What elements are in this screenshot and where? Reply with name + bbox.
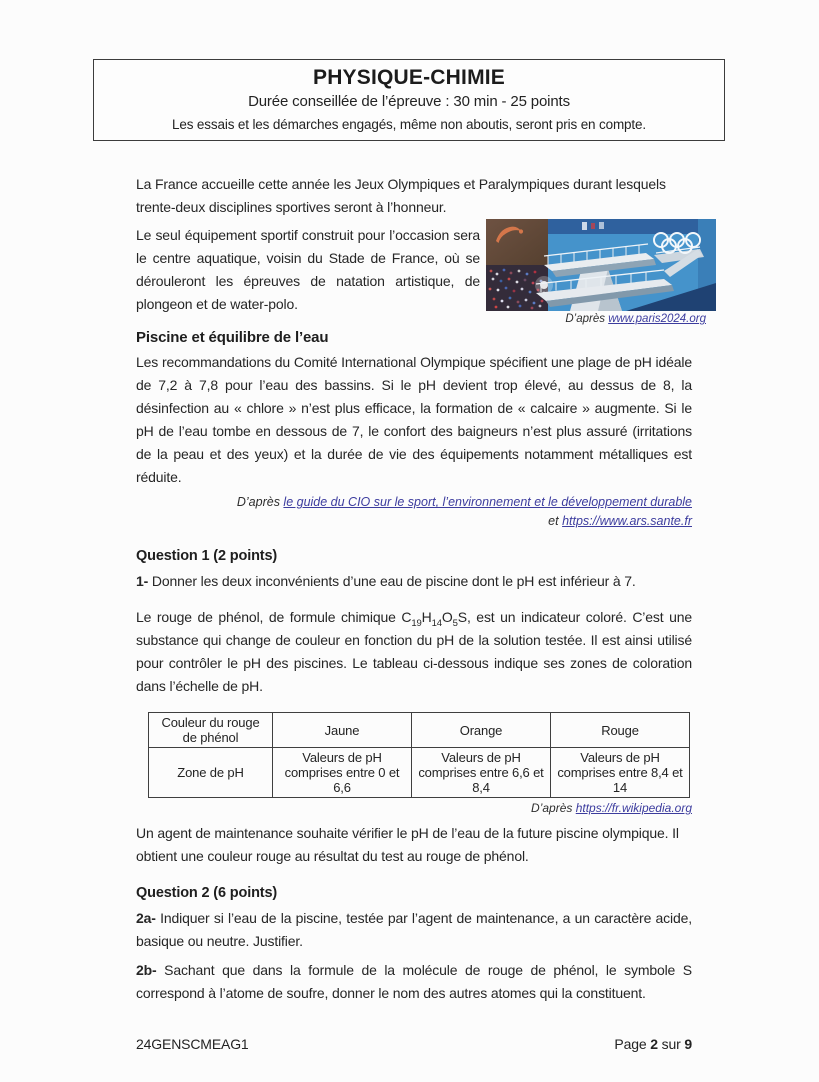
question2a-item [136,907,692,953]
question2b-item [136,959,692,1005]
equipment-paragraph: Le seul équipement sportif construit pour l’occasion sera le centre aquatique, voisin du Stade de France, où se dérouleront les épreuves de natation artistique, de plongeon et de water-polo. [136,227,480,313]
page-total: 9 [684,1036,692,1052]
table-cell-orange: Orange [412,713,551,748]
chemical-formula: $_{19}H_{14}O_5S$ [411,609,467,629]
question1-text: Donner les deux inconvénients d’une eau de piscine dont le pH est inférieur à 7. [148,573,636,590]
page-content [136,173,706,1005]
section-heading: Piscine et équilibre de l’eau [136,329,329,347]
ph-recommendations-paragraph: Les recommandations du Comité International Olympique spécifient une plage de pH idéale de 7,2 à 7,8 pour l’eau des bassins. Si le pH devient trop élevé, au dessus de 8, la désinfection au « chlore » n’est plus efficace, la formation de « calcaire » augmente. Si le pH de l’eau tombe en dessous de 7, le confort des baigneurs n’est plus assuré (irritations de la peau et des yeux) et la durée de vie des équipements notamment métalliques est réduite. [136,354,692,486]
source-attribution [136,493,692,531]
table-cell-rouge: Rouge [551,713,690,748]
attribution-prefix-2: et [548,514,563,529]
exam-page-scan [0,59,819,1082]
upper-band [548,219,716,234]
exam-code: 24GENSCMEAG1 [136,1036,249,1052]
question2a-text: Indiquer si l’eau de la piscine, testée par l’agent de maintenance, a un caractère acide, basique ou neutre. Justifier. [136,910,692,950]
question2a-number: 2a- [136,910,156,927]
page-number: 2 [650,1036,658,1052]
table-credit [136,801,692,815]
table-cell-color-label: Couleur du rouge de phénol [149,713,273,748]
paris2024-link[interactable]: www.paris2024.org [608,313,706,326]
table-cell-zone-label: Zone de pH [149,748,273,798]
table-value-row [149,748,690,798]
aquatic-centre-photo [486,219,716,311]
ph-color-table [148,712,690,798]
table-cell-zone-orange: Valeurs de pH comprises entre 6,6 et 8,4 [412,748,551,798]
table-cell-jaune: Jaune [273,713,412,748]
exam-duration: Durée conseillée de l’épreuve : 30 min - 25 points [248,93,570,111]
phenol-paragraph [136,606,692,698]
question2-heading: Question 2 (6 points) [136,885,278,902]
photo-column [486,219,716,325]
attribution-line-2 [136,512,692,531]
intro-paragraph: La France accueille cette année les Jeux Olympiques et Paralympiques durant lesquels trente-deux disciplines sportives seront à l’honneur. [136,176,666,216]
wikipedia-link[interactable]: https://fr.wikipedia.org [575,801,692,816]
question2b-text: Sachant que dans la formule de la molécule de rouge de phénol, le symbole S correspond à l’atome de soufre, donner le nom des autres atomes qui la constituent. [136,962,692,1002]
equipment-photo-row [136,224,716,325]
phenol-text-after: , est un indicateur coloré. C’est une substance qui change de couleur en fonction du pH de la solution testée. Il est ainsi utilisé pour contrôler le pH des piscines. Le tableau ci-dessous indique ses zones de coloration dans l’échelle de pH. [136,609,693,695]
arena-wall [486,219,548,267]
attribution-line-1 [136,493,692,512]
table-cell-zone-jaune: Valeurs de pH comprises entre 0 et 6,6 [273,748,412,798]
question1-number: 1- [136,573,149,590]
photo-credit-prefix: D’après [565,313,609,326]
agent-paragraph: Un agent de maintenance souhaite vérifier le pH de l’eau de la future piscine olympique. Il obtient une couleur rouge au résultat du test au rouge de phénol. [136,825,679,865]
page-footer [136,1036,692,1052]
phenol-text-before: Le rouge de phénol, de formule chimique C [136,609,412,626]
exam-header-box [93,59,725,141]
table-credit-prefix: D’après [531,801,576,816]
question1-item [136,570,692,593]
question1-heading: Question 1 (2 points) [136,548,278,565]
exam-note: Les essais et les démarches engagés, même non aboutis, seront pris en compte. [172,117,646,133]
ars-sante-link[interactable]: https://www.ars.sante.fr [562,514,692,529]
page-indicator: Page 2 sur 9 [614,1036,692,1052]
table-cell-zone-rouge: Valeurs de pH comprises entre 8,4 et 14 [551,748,690,798]
table-header-row [149,713,690,748]
attribution-prefix: D’après [236,495,284,510]
photo-credit [486,313,716,325]
question2b-number: 2b- [136,962,157,979]
cio-guide-link[interactable]: le guide du CIO sur le sport, l’environnement et le développement durable [283,495,692,510]
exam-title: PHYSIQUE-CHIMIE [312,66,506,89]
